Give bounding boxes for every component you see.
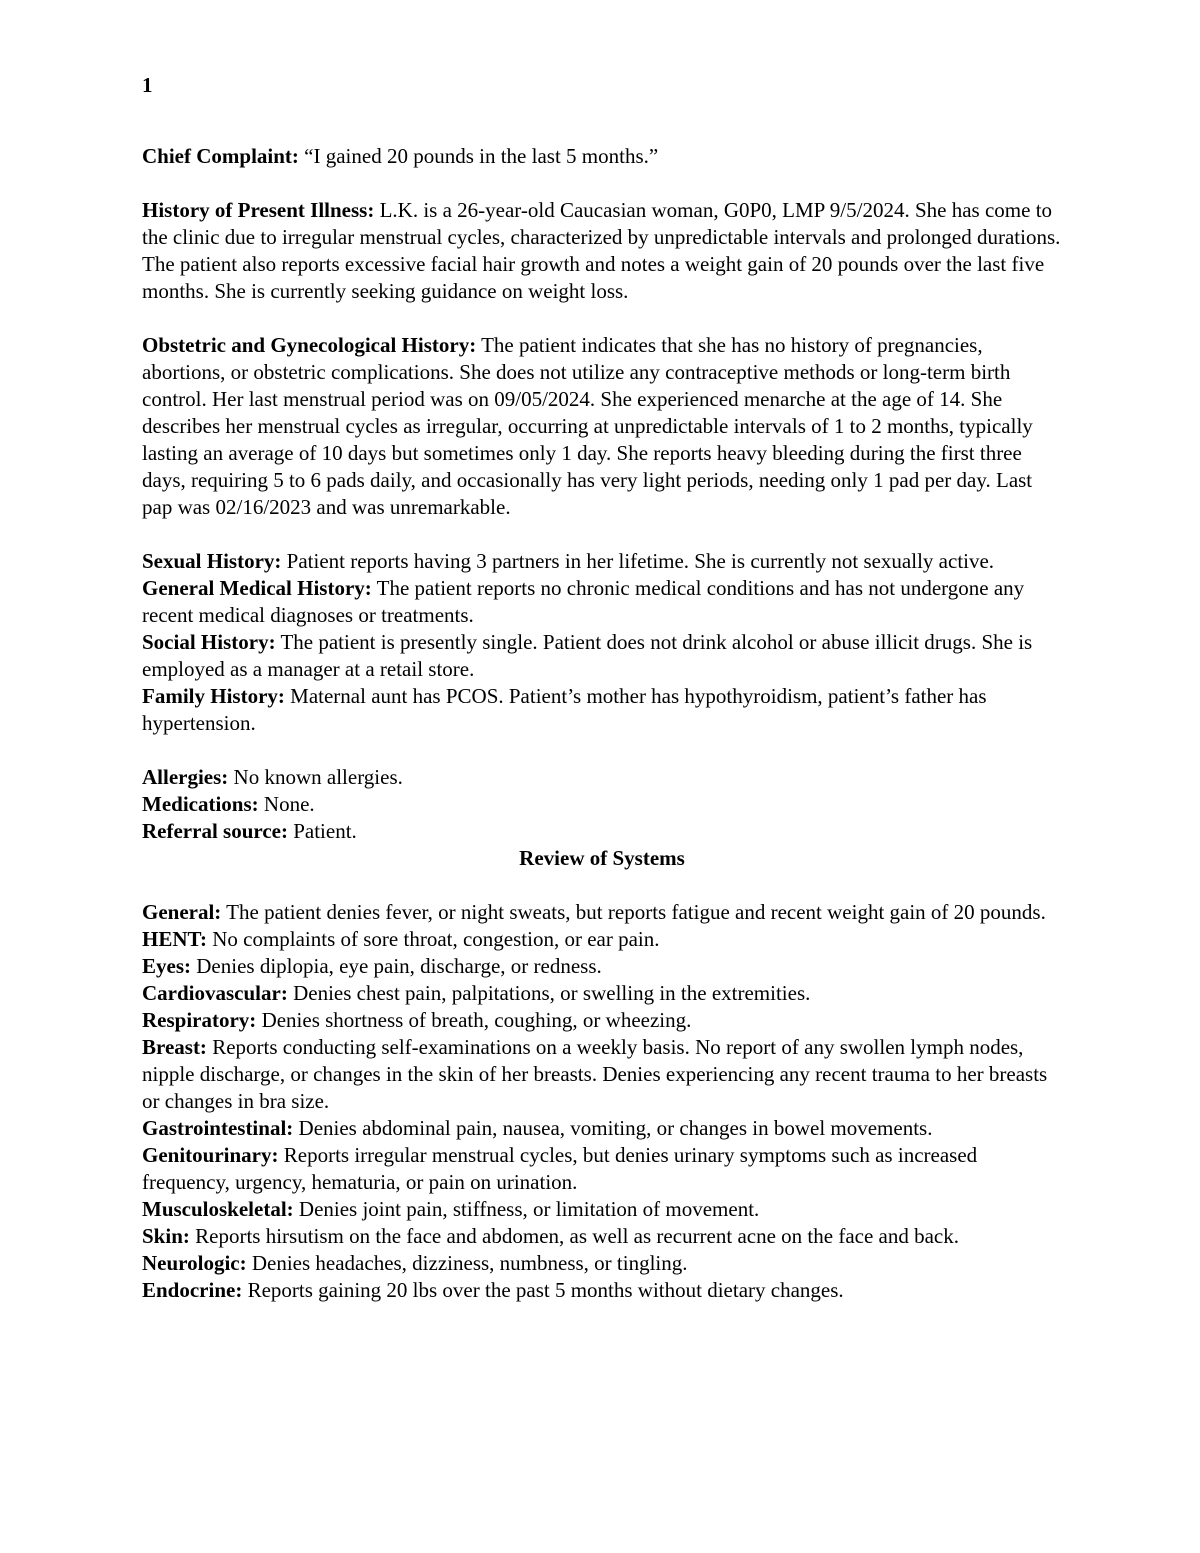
ros-label: Cardiovascular: — [142, 981, 288, 1005]
chief-complaint-label: Chief Complaint: — [142, 144, 299, 168]
sexual-history-text: Patient reports having 3 partners in her lifetime. She is currently not sexually active. — [281, 549, 995, 573]
ros-item — [142, 980, 1062, 1007]
ros-label: Eyes: — [142, 954, 191, 978]
ros-item — [142, 1034, 1062, 1115]
ros-item — [142, 953, 1062, 980]
ros-label: HENT: — [142, 927, 207, 951]
ros-text: No complaints of sore throat, congestion, or ear pain. — [206, 927, 660, 951]
ros-item — [142, 1196, 1062, 1223]
obgyn-text: The patient indicates that she has no history of pregnancies, abortions, or obstetric complications. She does not utilize any contraceptive methods or long-term birth control. Her last menstrual period was on 09/05/2024. She experienced menarche at the age of 14. She describes her menstrual cycles as irregular, occurring at unpredictable intervals of 1 to 2 months, typically lasting an average of 10 days but sometimes only 1 day. She reports heavy bleeding during the first three days, requiring 5 to 6 pads daily, and occasionally has very light periods, needing only 1 pad per day. Last pap was 02/16/2023 and was unremarkable. — [142, 333, 1033, 519]
sexual-history — [142, 548, 1062, 575]
sexual-history-label: Sexual History: — [142, 549, 282, 573]
page-number: 1 — [142, 73, 153, 97]
ros-label: Neurologic: — [142, 1251, 247, 1275]
document-page — [142, 72, 1062, 1304]
medications — [142, 791, 1062, 818]
ros-text: Denies abdominal pain, nausea, vomiting, or changes in bowel movements. — [293, 1116, 933, 1140]
ros-item — [142, 1250, 1062, 1277]
social-history-text: The patient is presently single. Patient does not drink alcohol or abuse illicit drugs. She is employed as a manager at a retail store. — [142, 630, 1033, 681]
ros-label: Genitourinary: — [142, 1143, 279, 1167]
ros-text: Reports gaining 20 lbs over the past 5 months without dietary changes. — [242, 1278, 844, 1302]
referral-source-label: Referral source: — [142, 819, 288, 843]
ros-label: General: — [142, 900, 222, 924]
obgyn-history — [142, 332, 1062, 521]
spacer — [142, 170, 1062, 197]
hpi-text: L.K. is a 26-year-old Caucasian woman, G0P0, LMP 9/5/2024. She has come to the clinic due to irregular menstrual cycles, characterized by unpredictable intervals and prolonged durations. The patient also reports excessive facial hair growth and notes a weight gain of 20 pounds over the last five months. She is currently seeking guidance on weight loss. — [142, 198, 1061, 303]
allergies — [142, 764, 1062, 791]
ros-label: Breast: — [142, 1035, 207, 1059]
ros-text: Denies headaches, dizziness, numbness, or tingling. — [246, 1251, 688, 1275]
medications-text: None. — [258, 792, 315, 816]
obgyn-label: Obstetric and Gynecological History: — [142, 333, 477, 357]
referral-source-text: Patient. — [287, 819, 357, 843]
history-present-illness — [142, 197, 1062, 305]
ros-text: Reports irregular menstrual cycles, but denies urinary symptoms such as increased frequency, urgency, hematuria, or pain on urination. — [142, 1143, 978, 1194]
family-history-text: Maternal aunt has PCOS. Patient’s mother has hypothyroidism, patient’s father has hypertension. — [142, 684, 987, 735]
ros-heading: Review of Systems — [519, 846, 685, 870]
ros-text: Denies joint pain, stiffness, or limitation of movement. — [293, 1197, 760, 1221]
allergies-text: No known allergies. — [228, 765, 403, 789]
ros-label: Endocrine: — [142, 1278, 243, 1302]
medications-label: Medications: — [142, 792, 259, 816]
referral-source — [142, 818, 1062, 845]
ros-item — [142, 1277, 1062, 1304]
ros-text: Reports conducting self-examinations on a weekly basis. No report of any swollen lymph nodes, nipple discharge, or changes in the skin of her breasts. Denies experiencing any recent trauma to her breasts or changes in bra size. — [142, 1035, 1048, 1113]
hpi-label: History of Present Illness: — [142, 198, 375, 222]
spacer — [142, 305, 1062, 332]
ros-label: Musculoskeletal: — [142, 1197, 294, 1221]
spacer — [142, 521, 1062, 548]
ros-text: Denies chest pain, palpitations, or swelling in the extremities. — [287, 981, 811, 1005]
ros-label: Gastrointestinal: — [142, 1116, 294, 1140]
family-history — [142, 683, 1062, 737]
ros-item — [142, 926, 1062, 953]
ros-text: The patient denies fever, or night sweats, but reports fatigue and recent weight gain of 20 pounds. — [221, 900, 1046, 924]
family-history-label: Family History: — [142, 684, 285, 708]
ros-label: Respiratory: — [142, 1008, 257, 1032]
ros-item — [142, 899, 1062, 926]
general-medical-history-label: General Medical History: — [142, 576, 372, 600]
spacer — [142, 737, 1062, 764]
ros-item — [142, 1142, 1062, 1196]
general-medical-history — [142, 575, 1062, 629]
allergies-label: Allergies: — [142, 765, 229, 789]
ros-item — [142, 1115, 1062, 1142]
social-history — [142, 629, 1062, 683]
spacer — [142, 872, 1062, 899]
social-history-label: Social History: — [142, 630, 276, 654]
ros-text: Denies shortness of breath, coughing, or wheezing. — [256, 1008, 692, 1032]
chief-complaint — [142, 143, 1062, 170]
ros-label: Skin: — [142, 1224, 190, 1248]
ros-item — [142, 1223, 1062, 1250]
general-medical-history-text: The patient reports no chronic medical conditions and has not undergone any recent medical diagnoses or treatments. — [142, 576, 1025, 627]
ros-text: Reports hirsutism on the face and abdomen, as well as recurrent acne on the face and back. — [189, 1224, 959, 1248]
ros-item — [142, 1007, 1062, 1034]
ros-text: Denies diplopia, eye pain, discharge, or redness. — [191, 954, 602, 978]
chief-complaint-text: “I gained 20 pounds in the last 5 months.” — [298, 144, 659, 168]
